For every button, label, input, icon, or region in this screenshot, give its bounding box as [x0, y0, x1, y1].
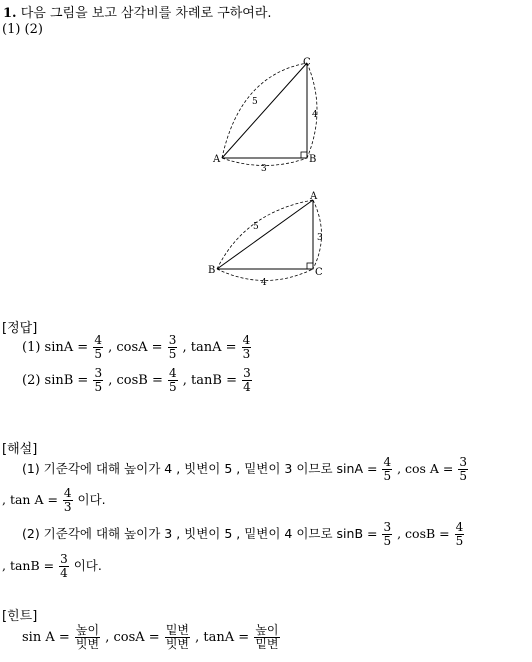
side-ac-label: 3 [317, 233, 323, 243]
side-ac-label: 5 [252, 97, 258, 107]
vertex-a-label: A [213, 154, 221, 165]
vertex-b-label: B [208, 265, 216, 276]
side-bc-label: 4 [261, 278, 267, 288]
solution-heading: [해설] [2, 442, 38, 457]
triangle-figure-1 [205, 55, 325, 175]
fraction: $\frac{4}{5}$ [94, 333, 102, 361]
fraction: $\frac{4}{5}$ [169, 366, 177, 394]
fraction: $\frac{\text{높이}}{\text{빗변}}$ [75, 623, 100, 651]
answer-line-2: (2) sinB = $\frac{3}{5}$ , cosB = $\frac{4}{5}$ , tanB = $\frac{3}{4}$ [22, 366, 251, 394]
fraction: $\frac{3}{4}$ [60, 552, 68, 580]
fraction: $\frac{3}{5}$ [94, 366, 103, 394]
fraction: $\frac{\text{밑변}}{\text{빗변}}$ [165, 623, 190, 651]
fraction: $\frac{3}{5}$ [383, 520, 392, 548]
vertex-b-label: B [309, 154, 317, 165]
side-ab-label: 3 [261, 164, 267, 174]
problem-number: 1. [3, 6, 17, 21]
vertex-c-label: C [315, 267, 323, 278]
triangle-figure-2 [205, 190, 330, 290]
fraction: $\frac{4}{5}$ [383, 455, 392, 483]
hint-formula: sin A = $\frac{\text{높이}}{\text{빗변}}$ , cosA = $\frac{\text{밑변}}{\text{빗변}}$ , tanA = $\frac{\text{높이}}{\text{밑변}}$ [22, 623, 279, 651]
side-bc-label: 4 [312, 110, 318, 120]
part-labels: (1) (2) [2, 22, 43, 37]
hint-heading: [힌트] [2, 609, 38, 624]
vertex-c-label: C [303, 57, 311, 68]
fraction: $\frac{\text{높이}}{\text{밑변}}$ [255, 623, 279, 651]
problem-statement [3, 2, 272, 21]
fraction: $\frac{3}{4}$ [243, 366, 251, 394]
side-ab-label: 5 [253, 222, 259, 232]
solution-line-1: (1) 기준각에 대해 높이가 4 , 빗변이 5 , 밑변이 3 이므로 sinA = $\frac{4}{5}$ , cos A = $\frac{3}{5}$ [22, 455, 468, 483]
answer-heading: [정답] [2, 321, 38, 336]
vertex-a-label: A [310, 191, 318, 202]
solution-line-2: (2) 기준각에 대해 높이가 3 , 빗변이 5 , 밑변이 4 이므로 sinB = $\frac{3}{5}$ , cosB = $\frac{4}{5}$ [22, 520, 464, 548]
solution-line-2-cont: , tanB = $\frac{3}{4}$ 이다. [2, 552, 102, 580]
fraction: $\frac{4}{3}$ [242, 333, 251, 361]
solution-line-1-cont: , tan A = $\frac{4}{3}$ 이다. [2, 486, 106, 514]
fraction: $\frac{4}{3}$ [63, 486, 72, 514]
fraction: $\frac{4}{5}$ [455, 520, 464, 548]
answer-line-1: (1) sinA = $\frac{4}{5}$ , cosA = $\frac{3}{5}$ , tanA = $\frac{4}{3}$ [22, 333, 251, 361]
problem-text: 다음 그림을 보고 삼각비를 차례로 구하여라. [20, 6, 272, 21]
fraction: $\frac{3}{5}$ [168, 333, 177, 361]
fraction: $\frac{3}{5}$ [459, 455, 468, 483]
